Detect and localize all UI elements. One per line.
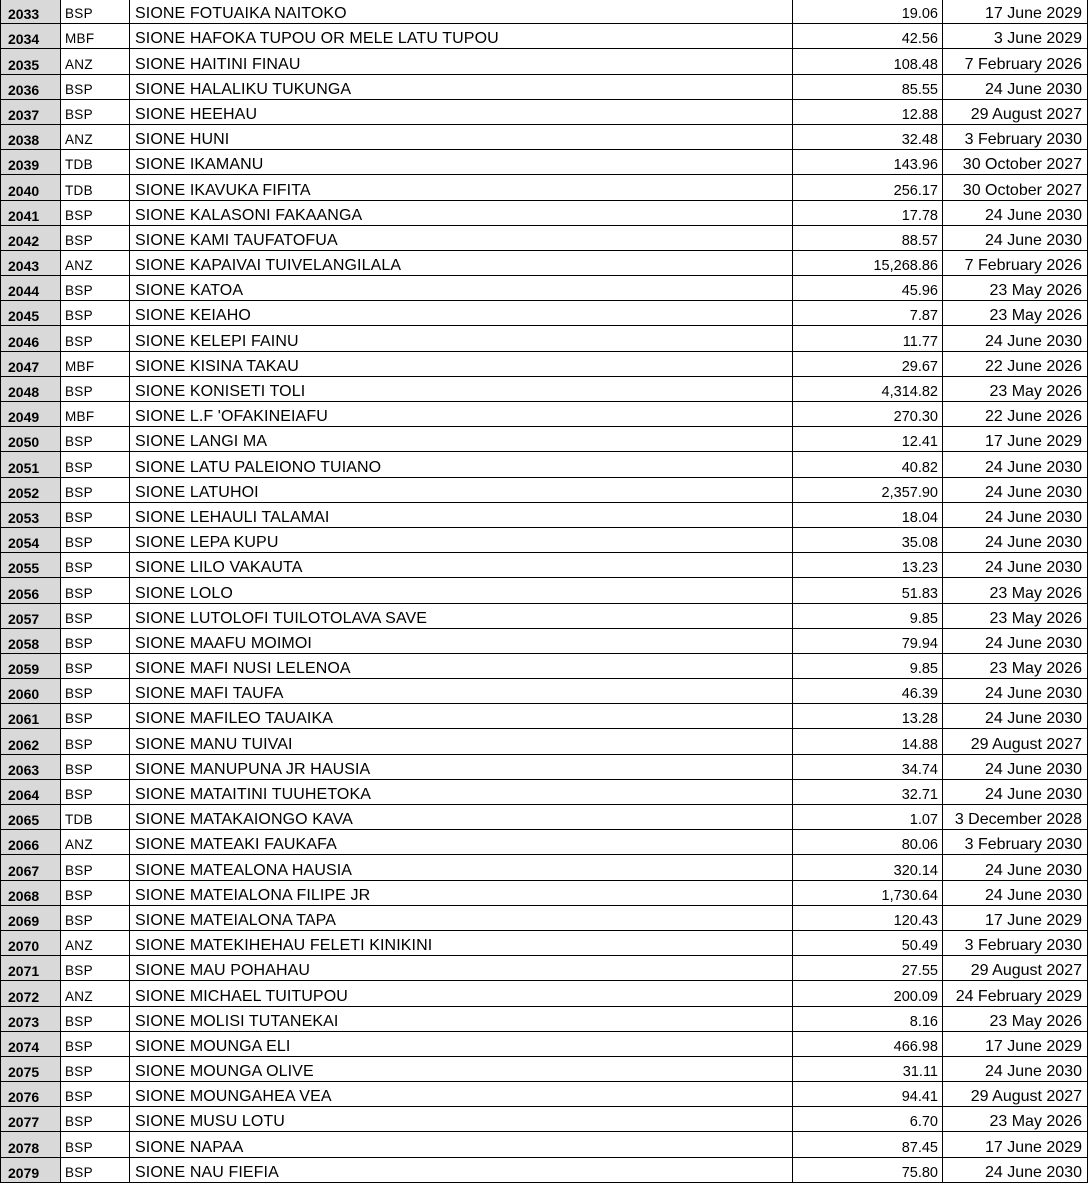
row-number-cell: 2070 [1,930,61,955]
date-cell: 3 December 2028 [943,805,1088,830]
amount-cell: 32.71 [793,779,943,804]
amount-cell: 31.11 [793,1056,943,1081]
amount-cell: 35.08 [793,527,943,552]
table-row [1,553,1088,578]
row-number-cell: 2072 [1,981,61,1006]
bank-cell: BSP [61,477,130,502]
amount-cell: 19.06 [793,0,943,24]
amount-cell: 27.55 [793,956,943,981]
row-number-cell: 2044 [1,276,61,301]
amount-cell: 270.30 [793,402,943,427]
account-name-cell: SIONE LILO VAKAUTA [130,553,793,578]
row-number-cell: 2066 [1,830,61,855]
bank-cell: BSP [61,452,130,477]
bank-cell: BSP [61,1031,130,1056]
amount-cell: 2,357.90 [793,477,943,502]
bank-cell: BSP [61,679,130,704]
account-name-cell: SIONE LUTOLOFI TUILOTOLAVA SAVE [130,603,793,628]
account-name-cell: SIONE MAFI TAUFA [130,679,793,704]
table-row [1,930,1088,955]
account-name-cell: SIONE MATEKIHEHAU FELETI KINIKINI [130,930,793,955]
row-number-cell: 2075 [1,1056,61,1081]
account-name-cell: SIONE MATEAKI FAUKAFA [130,830,793,855]
row-number-cell: 2046 [1,326,61,351]
row-number-cell: 2077 [1,1107,61,1132]
bank-cell: BSP [61,200,130,225]
row-number-cell: 2065 [1,805,61,830]
table-row [1,427,1088,452]
row-number-cell: 2067 [1,855,61,880]
bank-cell: TDB [61,805,130,830]
amount-cell: 108.48 [793,49,943,74]
account-name-cell: SIONE LATUHOI [130,477,793,502]
bank-cell: ANZ [61,250,130,275]
amount-cell: 45.96 [793,276,943,301]
bank-cell: BSP [61,427,130,452]
account-name-cell: SIONE L.F 'OFAKINEIAFU [130,402,793,427]
date-cell: 24 June 2030 [943,1056,1088,1081]
table-row [1,1107,1088,1132]
row-number-cell: 2056 [1,578,61,603]
date-cell: 29 August 2027 [943,1082,1088,1107]
bank-cell: BSP [61,956,130,981]
bank-cell: BSP [61,225,130,250]
date-cell: 23 May 2026 [943,653,1088,678]
bank-cell: BSP [61,276,130,301]
bank-cell: BSP [61,628,130,653]
bank-cell: TDB [61,175,130,200]
account-name-cell: SIONE NAU FIEFIA [130,1157,793,1182]
amount-cell: 50.49 [793,930,943,955]
amount-cell: 13.28 [793,704,943,729]
date-cell: 30 October 2027 [943,150,1088,175]
table-row [1,452,1088,477]
bank-cell: BSP [61,1006,130,1031]
row-number-cell: 2051 [1,452,61,477]
table-row [1,124,1088,149]
row-number-cell: 2071 [1,956,61,981]
table-row [1,956,1088,981]
date-cell: 24 June 2030 [943,200,1088,225]
bank-cell: BSP [61,754,130,779]
bank-cell: BSP [61,1157,130,1182]
date-cell: 3 February 2030 [943,930,1088,955]
account-name-cell: SIONE MATAITINI TUUHETOKA [130,779,793,804]
table-row [1,0,1088,24]
account-name-cell: SIONE MAAFU MOIMOI [130,628,793,653]
bank-cell: BSP [61,779,130,804]
amount-cell: 46.39 [793,679,943,704]
date-cell: 23 May 2026 [943,1107,1088,1132]
row-number-cell: 2076 [1,1082,61,1107]
date-cell: 23 May 2026 [943,276,1088,301]
date-cell: 24 June 2030 [943,477,1088,502]
row-number-cell: 2035 [1,49,61,74]
table-row [1,301,1088,326]
date-cell: 24 June 2030 [943,452,1088,477]
date-cell: 22 June 2026 [943,351,1088,376]
table-row [1,150,1088,175]
amount-cell: 14.88 [793,729,943,754]
date-cell: 24 June 2030 [943,779,1088,804]
row-number-cell: 2054 [1,527,61,552]
bank-cell: ANZ [61,981,130,1006]
amount-cell: 80.06 [793,830,943,855]
date-cell: 24 June 2030 [943,679,1088,704]
amount-cell: 75.80 [793,1157,943,1182]
bank-cell: BSP [61,880,130,905]
bank-cell: BSP [61,603,130,628]
amount-cell: 17.78 [793,200,943,225]
amount-cell: 1,730.64 [793,880,943,905]
amount-cell: 256.17 [793,175,943,200]
table-row [1,578,1088,603]
row-number-cell: 2041 [1,200,61,225]
row-number-cell: 2053 [1,502,61,527]
amount-cell: 466.98 [793,1031,943,1056]
bank-cell: MBF [61,402,130,427]
bank-cell: BSP [61,99,130,124]
table-row [1,175,1088,200]
date-cell: 29 August 2027 [943,956,1088,981]
amount-cell: 34.74 [793,754,943,779]
table-row [1,805,1088,830]
bank-cell: BSP [61,1107,130,1132]
amount-cell: 87.45 [793,1132,943,1157]
bank-cell: BSP [61,729,130,754]
account-name-cell: SIONE HEEHAU [130,99,793,124]
table-row [1,1006,1088,1031]
table-row [1,74,1088,99]
account-name-cell: SIONE KEIAHO [130,301,793,326]
bank-cell: ANZ [61,49,130,74]
date-cell: 7 February 2026 [943,250,1088,275]
date-cell: 24 June 2030 [943,704,1088,729]
table-row [1,1157,1088,1182]
table-row [1,603,1088,628]
table-row [1,729,1088,754]
table-row [1,24,1088,49]
row-number-cell: 2049 [1,402,61,427]
table-row [1,49,1088,74]
account-name-cell: SIONE MAFI NUSI LELENOA [130,653,793,678]
bank-cell: MBF [61,351,130,376]
row-number-cell: 2068 [1,880,61,905]
row-number-cell: 2073 [1,1006,61,1031]
account-name-cell: SIONE HUNI [130,124,793,149]
row-number-cell: 2039 [1,150,61,175]
bank-cell: BSP [61,1132,130,1157]
table-row [1,326,1088,351]
account-name-cell: SIONE FOTUAIKA NAITOKO [130,0,793,24]
date-cell: 24 June 2030 [943,527,1088,552]
date-cell: 24 June 2030 [943,326,1088,351]
bank-cell: ANZ [61,930,130,955]
account-name-cell: SIONE MOUNGA ELI [130,1031,793,1056]
date-cell: 23 May 2026 [943,578,1088,603]
account-name-cell: SIONE MANU TUIVAI [130,729,793,754]
amount-cell: 120.43 [793,905,943,930]
account-name-cell: SIONE LANGI MA [130,427,793,452]
row-number-cell: 2062 [1,729,61,754]
date-cell: 3 February 2030 [943,830,1088,855]
row-number-cell: 2052 [1,477,61,502]
account-name-cell: SIONE HALALIKU TUKUNGA [130,74,793,99]
row-number-cell: 2058 [1,628,61,653]
table-row [1,502,1088,527]
row-number-cell: 2055 [1,553,61,578]
table-row [1,830,1088,855]
account-name-cell: SIONE IKAMANU [130,150,793,175]
date-cell: 24 February 2029 [943,981,1088,1006]
account-name-cell: SIONE LOLO [130,578,793,603]
date-cell: 24 June 2030 [943,502,1088,527]
amount-cell: 15,268.86 [793,250,943,275]
amount-cell: 88.57 [793,225,943,250]
table-row [1,200,1088,225]
row-number-cell: 2045 [1,301,61,326]
account-name-cell: SIONE KAMI TAUFATOFUA [130,225,793,250]
bank-cell: BSP [61,704,130,729]
table-row [1,855,1088,880]
date-cell: 17 June 2029 [943,1132,1088,1157]
table-row [1,1031,1088,1056]
amount-cell: 40.82 [793,452,943,477]
row-number-cell: 2050 [1,427,61,452]
account-name-cell: SIONE MATEALONA HAUSIA [130,855,793,880]
account-name-cell: SIONE MICHAEL TUITUPOU [130,981,793,1006]
amount-cell: 200.09 [793,981,943,1006]
account-name-cell: SIONE KAPAIVAI TUIVELANGILALA [130,250,793,275]
table-row [1,225,1088,250]
date-cell: 17 June 2029 [943,0,1088,24]
table-row [1,628,1088,653]
amount-cell: 42.56 [793,24,943,49]
bank-cell: MBF [61,24,130,49]
date-cell: 24 June 2030 [943,1157,1088,1182]
bank-cell: BSP [61,905,130,930]
bank-cell: BSP [61,326,130,351]
date-cell: 23 May 2026 [943,1006,1088,1031]
table-body [1,0,1088,1182]
row-number-cell: 2038 [1,124,61,149]
bank-cell: BSP [61,553,130,578]
date-cell: 24 June 2030 [943,225,1088,250]
bank-cell: BSP [61,578,130,603]
row-number-cell: 2079 [1,1157,61,1182]
amount-cell: 11.77 [793,326,943,351]
row-number-cell: 2042 [1,225,61,250]
bank-cell: BSP [61,502,130,527]
table-row [1,679,1088,704]
account-name-cell: SIONE NAPAA [130,1132,793,1157]
account-name-cell: SIONE KISINA TAKAU [130,351,793,376]
amount-cell: 320.14 [793,855,943,880]
bank-cell: BSP [61,376,130,401]
account-name-cell: SIONE HAITINI FINAU [130,49,793,74]
amount-cell: 6.70 [793,1107,943,1132]
account-name-cell: SIONE KELEPI FAINU [130,326,793,351]
row-number-cell: 2064 [1,779,61,804]
amount-cell: 9.85 [793,603,943,628]
bank-cell: ANZ [61,124,130,149]
row-number-cell: 2047 [1,351,61,376]
row-number-cell: 2048 [1,376,61,401]
date-cell: 7 February 2026 [943,49,1088,74]
amount-cell: 8.16 [793,1006,943,1031]
account-name-cell: SIONE HAFOKA TUPOU OR MELE LATU TUPOU [130,24,793,49]
bank-cell: BSP [61,0,130,24]
row-number-cell: 2078 [1,1132,61,1157]
amount-cell: 29.67 [793,351,943,376]
row-number-cell: 2074 [1,1031,61,1056]
date-cell: 24 June 2030 [943,553,1088,578]
date-cell: 23 May 2026 [943,301,1088,326]
date-cell: 22 June 2026 [943,402,1088,427]
table-row [1,477,1088,502]
account-name-cell: SIONE KALASONI FAKAANGA [130,200,793,225]
row-number-cell: 2061 [1,704,61,729]
row-number-cell: 2057 [1,603,61,628]
row-number-cell: 2036 [1,74,61,99]
amount-cell: 79.94 [793,628,943,653]
amount-cell: 1.07 [793,805,943,830]
account-name-cell: SIONE LATU PALEIONO TUIANO [130,452,793,477]
amount-cell: 12.41 [793,427,943,452]
date-cell: 17 June 2029 [943,1031,1088,1056]
amount-cell: 9.85 [793,653,943,678]
table-row [1,779,1088,804]
row-number-cell: 2040 [1,175,61,200]
table-row [1,704,1088,729]
row-number-cell: 2033 [1,0,61,24]
amount-cell: 13.23 [793,553,943,578]
date-cell: 24 June 2030 [943,754,1088,779]
date-cell: 29 August 2027 [943,99,1088,124]
account-name-cell: SIONE KATOA [130,276,793,301]
amount-cell: 32.48 [793,124,943,149]
table-row [1,754,1088,779]
account-name-cell: SIONE IKAVUKA FIFITA [130,175,793,200]
account-name-cell: SIONE MOUNGAHEA VEA [130,1082,793,1107]
row-number-cell: 2060 [1,679,61,704]
table-row [1,905,1088,930]
date-cell: 24 June 2030 [943,880,1088,905]
account-name-cell: SIONE MOUNGA OLIVE [130,1056,793,1081]
table-row [1,276,1088,301]
row-number-cell: 2063 [1,754,61,779]
bank-cell: ANZ [61,830,130,855]
bank-cell: BSP [61,1082,130,1107]
date-cell: 23 May 2026 [943,603,1088,628]
date-cell: 17 June 2029 [943,427,1088,452]
account-name-cell: SIONE MATEIALONA TAPA [130,905,793,930]
amount-cell: 85.55 [793,74,943,99]
account-name-cell: SIONE KONISETI TOLI [130,376,793,401]
date-cell: 3 February 2030 [943,124,1088,149]
bank-cell: BSP [61,653,130,678]
table-row [1,880,1088,905]
amount-cell: 143.96 [793,150,943,175]
table-row [1,250,1088,275]
amount-cell: 7.87 [793,301,943,326]
date-cell: 29 August 2027 [943,729,1088,754]
table-row [1,981,1088,1006]
date-cell: 24 June 2030 [943,74,1088,99]
account-name-cell: SIONE MOLISI TUTANEKAI [130,1006,793,1031]
table-row [1,351,1088,376]
account-name-cell: SIONE LEPA KUPU [130,527,793,552]
bank-cell: BSP [61,1056,130,1081]
amount-cell: 51.83 [793,578,943,603]
bank-cell: BSP [61,74,130,99]
row-number-cell: 2069 [1,905,61,930]
row-number-cell: 2059 [1,653,61,678]
account-name-cell: SIONE MATEIALONA FILIPE JR [130,880,793,905]
date-cell: 3 June 2029 [943,24,1088,49]
table-row [1,1132,1088,1157]
date-cell: 23 May 2026 [943,376,1088,401]
account-name-cell: SIONE MAFILEO TAUAIKA [130,704,793,729]
account-name-cell: SIONE MUSU LOTU [130,1107,793,1132]
amount-cell: 94.41 [793,1082,943,1107]
table-row [1,1056,1088,1081]
amount-cell: 4,314.82 [793,376,943,401]
table-row [1,653,1088,678]
bank-cell: TDB [61,150,130,175]
account-name-cell: SIONE MATAKAIONGO KAVA [130,805,793,830]
amount-cell: 12.88 [793,99,943,124]
date-cell: 30 October 2027 [943,175,1088,200]
date-cell: 24 June 2030 [943,855,1088,880]
bank-cell: BSP [61,527,130,552]
date-cell: 24 June 2030 [943,628,1088,653]
row-number-cell: 2037 [1,99,61,124]
date-cell: 17 June 2029 [943,905,1088,930]
row-number-cell: 2043 [1,250,61,275]
table-row [1,376,1088,401]
bank-cell: BSP [61,301,130,326]
table-row [1,1082,1088,1107]
account-name-cell: SIONE LEHAULI TALAMAI [130,502,793,527]
table-row [1,527,1088,552]
bank-cell: BSP [61,855,130,880]
table-row [1,402,1088,427]
table-row [1,99,1088,124]
account-name-cell: SIONE MAU POHAHAU [130,956,793,981]
row-number-cell: 2034 [1,24,61,49]
account-name-cell: SIONE MANUPUNA JR HAUSIA [130,754,793,779]
amount-cell: 18.04 [793,502,943,527]
